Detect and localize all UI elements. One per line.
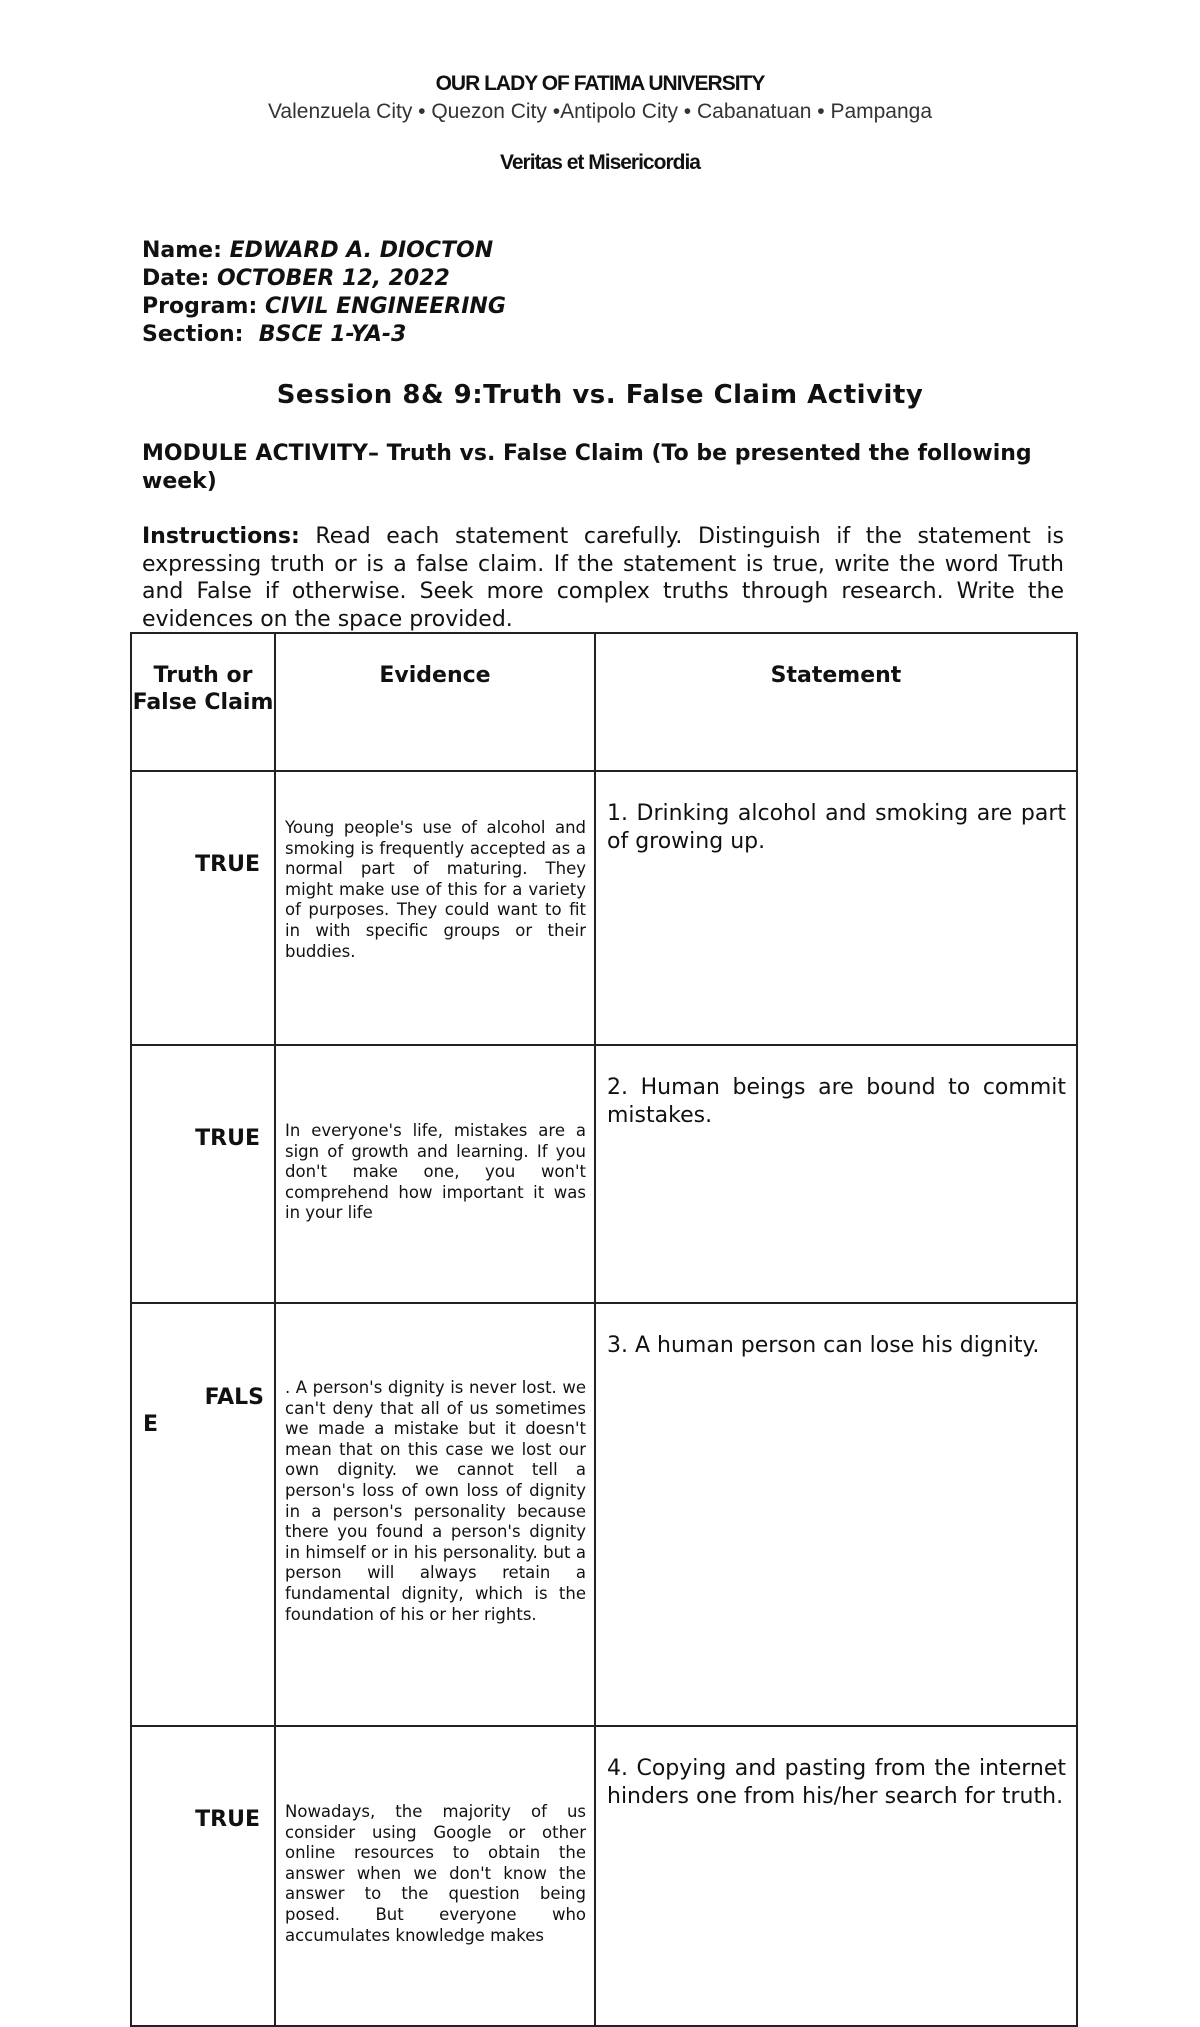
evidence-cell: Young people's use of alcohol and smoking is frequently accepted as a normal part of maturing. They might make use of this for a variety of purposes. They could want to fit in with specific groups or their buddies.	[275, 771, 595, 1045]
evidence-cell: Nowadays, the majority of us consider using Google or other online resources to obtain the answer when we don't know the answer to the question being posed. But everyone who accumulates knowledge makes	[275, 1726, 595, 2026]
name-line	[142, 237, 506, 265]
header-statement: Statement	[595, 633, 1077, 771]
university-motto: Veritas et Misericordia	[500, 151, 700, 174]
program-label: Program:	[142, 294, 258, 319]
section-name: BSCE 1-YA-3	[258, 322, 407, 347]
section-line	[142, 321, 506, 349]
statement-cell: 1. Drinking alcohol and smoking are part of growing up.	[595, 771, 1077, 1045]
session-title: Session 8& 9:Truth vs. False Claim Activity	[276, 380, 924, 410]
document-header	[0, 72, 1200, 175]
evidence-cell: . A person's dignity is never lost. we can't deny that all of us sometimes we made a mistake but it doesn't mean that on this case we lost our own dignity. we cannot tell a person's loss of own loss of dignity in a person's personality because there you found a person's dignity in himself or in his personality. but a person will always retain a fundamental dignity, which is the foundation of his or her rights.	[275, 1303, 595, 1726]
date-line	[142, 265, 506, 293]
student-name: EDWARD A. DIOCTON	[229, 238, 494, 263]
claim-cell: TRUE	[131, 771, 275, 1045]
university-name: OUR LADY OF FATIMA UNIVERSITY	[435, 72, 765, 95]
table-row	[131, 1045, 1077, 1303]
module-title: MODULE ACTIVITY– Truth vs. False Claim (To be presented the following week)	[142, 441, 1032, 494]
student-info	[142, 237, 506, 349]
instructions-label: Instructions:	[142, 524, 300, 549]
instructions-text: Read each statement carefully. Distinguish if the statement is expressing truth or is a false claim. If the statement is true, write the word Truth and False if otherwise. Seek more complex truths through research. Write the evidences on the space provided.	[142, 524, 1064, 632]
claim-cell	[131, 1303, 275, 1726]
program-line	[142, 293, 506, 321]
header-claim: Truth or False Claim	[131, 633, 275, 771]
evidence-cell: In everyone's life, mistakes are a sign of growth and learning. If you don't make one, you won't comprehend how important it was in your life	[275, 1045, 595, 1303]
claim-cell: TRUE	[131, 1045, 275, 1303]
claim-text-line1: FALS	[204, 1385, 264, 1410]
claim-cell: TRUE	[131, 1726, 275, 2026]
table-header-row	[131, 633, 1077, 771]
instructions	[142, 523, 1064, 633]
statement-cell: 2. Human beings are bound to commit mistakes.	[595, 1045, 1077, 1303]
table-row	[131, 1726, 1077, 2026]
claim-text-line2: E	[143, 1412, 159, 1437]
table-row	[131, 1303, 1077, 1726]
program-name: CIVIL ENGINEERING	[264, 294, 506, 319]
statement-cell: 3. A human person can lose his dignity.	[595, 1303, 1077, 1726]
statement-cell: 4. Copying and pasting from the internet hinders one from his/her search for truth.	[595, 1726, 1077, 2026]
name-label: Name:	[142, 238, 222, 263]
submission-date: OCTOBER 12, 2022	[217, 266, 450, 291]
header-evidence: Evidence	[275, 633, 595, 771]
campus-list: Valenzuela City • Quezon City •Antipolo City • Cabanatuan • Pampanga	[267, 100, 933, 123]
section-label: Section:	[142, 322, 244, 347]
table-row	[131, 771, 1077, 1045]
date-label: Date:	[142, 266, 210, 291]
claims-table	[130, 632, 1078, 2027]
